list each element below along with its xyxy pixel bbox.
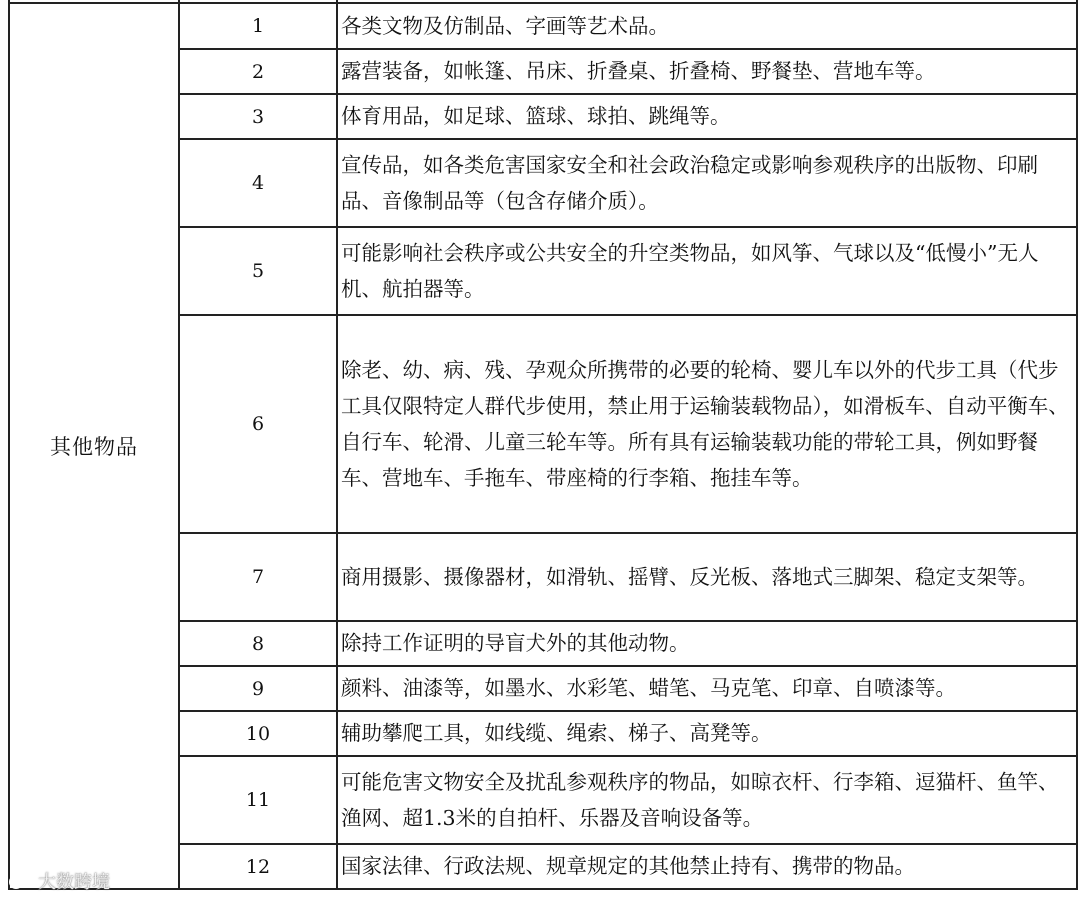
prohibited-items-table xyxy=(8,0,1078,890)
item-description: 宣传品，如各类危害国家安全和社会政治稳定或影响参观秩序的出版物、印刷品、音像制品等（包含存储介质）。 xyxy=(337,139,1077,227)
table-row xyxy=(9,3,1077,49)
item-description: 可能危害文物安全及扰乱参观秩序的物品，如晾衣杆、行李箱、逗猫杆、鱼竿、渔网、超1.3米的自拍杆、乐器及音响设备等。 xyxy=(337,756,1077,844)
item-description: 各类文物及仿制品、字画等艺术品。 xyxy=(337,3,1077,49)
item-number: 5 xyxy=(179,227,337,315)
item-description: 体育用品，如足球、篮球、球拍、跳绳等。 xyxy=(337,94,1077,139)
item-description: 辅助攀爬工具，如线缆、绳索、梯子、高凳等。 xyxy=(337,711,1077,756)
item-description: 除老、幼、病、残、孕观众所携带的必要的轮椅、婴儿车以外的代步工具（代步工具仅限特定人群代步使用，禁止用于运输装载物品），如滑板车、自动平衡车、自行车、轮滑、儿童三轮车等。所有具有运输装载功能的带轮工具，例如野餐车、营地车、手拖车、带座椅的行李箱、拖挂车等。 xyxy=(337,315,1077,533)
item-number: 9 xyxy=(179,666,337,711)
item-description: 可能影响社会秩序或公共安全的升空类物品，如风筝、气球以及“低慢小”无人机、航拍器等。 xyxy=(337,227,1077,315)
watermark-logo-icon xyxy=(8,871,34,891)
item-number: 10 xyxy=(179,711,337,756)
category-cell: 其他物品 xyxy=(9,3,179,889)
item-number: 3 xyxy=(179,94,337,139)
item-number: 11 xyxy=(179,756,337,844)
item-number: 8 xyxy=(179,621,337,666)
item-description: 颜料、油漆等，如墨水、水彩笔、蜡笔、马克笔、印章、自喷漆等。 xyxy=(337,666,1077,711)
item-description: 国家法律、行政法规、规章规定的其他禁止持有、携带的物品。 xyxy=(337,844,1077,889)
item-number: 1 xyxy=(179,3,337,49)
item-number: 12 xyxy=(179,844,337,889)
item-number: 7 xyxy=(179,533,337,621)
watermark xyxy=(8,868,110,894)
item-description: 除持工作证明的导盲犬外的其他动物。 xyxy=(337,621,1077,666)
item-number: 4 xyxy=(179,139,337,227)
item-description: 商用摄影、摄像器材，如滑轨、摇臂、反光板、落地式三脚架、稳定支架等。 xyxy=(337,533,1077,621)
item-number: 2 xyxy=(179,49,337,94)
item-number: 6 xyxy=(179,315,337,533)
item-description: 露营装备，如帐篷、吊床、折叠桌、折叠椅、野餐垫、营地车等。 xyxy=(337,49,1077,94)
watermark-text: 大数跨境 xyxy=(38,872,110,893)
